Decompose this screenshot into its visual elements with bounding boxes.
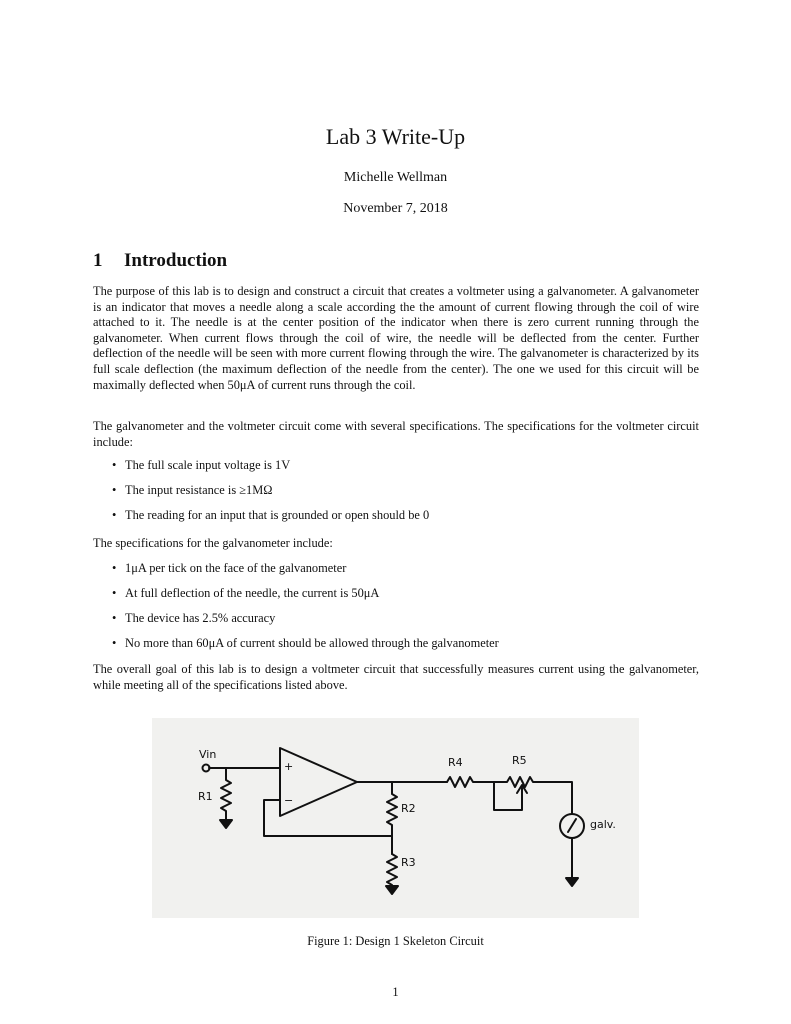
- figure-caption: Figure 1: Design 1 Skeleton Circuit: [307, 934, 484, 948]
- galvanometer-label: galv.: [590, 818, 616, 831]
- bullet-icon: •: [112, 508, 117, 522]
- r5-resistor: [494, 777, 572, 814]
- list-item: • The input resistance is ≥1MΩ: [112, 483, 273, 497]
- ground-icon: [566, 878, 578, 886]
- bullet-icon: •: [112, 561, 117, 575]
- r1-resistor: [221, 768, 231, 820]
- galvanometer-needle-icon: [568, 819, 576, 832]
- bullet-icon: •: [112, 586, 117, 600]
- paper-date: November 7, 2018: [343, 201, 448, 216]
- circuit-figure: [152, 718, 639, 918]
- bullet-icon: •: [112, 458, 117, 472]
- op-amp-minus: −: [284, 794, 294, 807]
- paragraph-goal: The overall goal of this lab is to design a voltmeter circuit that successfully measures current using the galvanometer, while meeting all of the specifications listed above.: [93, 662, 699, 692]
- list-item: • The full scale input voltage is 1V: [112, 458, 291, 472]
- bullet-icon: •: [112, 611, 117, 625]
- r3-label: R3: [401, 856, 416, 869]
- op-amp-plus: +: [284, 760, 294, 773]
- ground-icon: [220, 820, 232, 828]
- circuit-diagram: [152, 718, 639, 918]
- list-item: • The device has 2.5% accuracy: [112, 611, 276, 625]
- paper-author: Michelle Wellman: [343, 170, 448, 185]
- r2-resistor: [387, 782, 397, 854]
- r2-label: R2: [401, 802, 416, 815]
- paragraph-galvanometer-specs: The specifications for the galvanometer include:: [93, 536, 333, 550]
- list-item: • No more than 60μA of current should be allowed through the galvanometer: [112, 636, 499, 650]
- page-number: 1: [392, 985, 399, 999]
- r1-label: R1: [198, 790, 213, 803]
- paragraph-voltmeter-specs: The galvanometer and the voltmeter circuit come with several specifications. The specifications for the voltmeter circuit include:: [93, 419, 699, 449]
- section-heading: [93, 250, 227, 272]
- r3-resistor: [387, 854, 397, 886]
- r4-resistor: [447, 777, 494, 787]
- list-item: • 1μA per tick on the face of the galvanometer: [112, 561, 347, 575]
- galvanometer-spec-list: [112, 561, 692, 661]
- ground-icon: [386, 886, 398, 894]
- bullet-icon: •: [112, 483, 117, 497]
- section-title: Introduction: [124, 250, 228, 271]
- vin-label: Vin: [199, 748, 217, 761]
- paragraph-intro: The purpose of this lab is to design and construct a circuit that creates a voltmeter using a galvanometer. A galvanometer is an indicator that moves a needle along a scale according the the amount of current flowing through the coil of wire attached to it. The needle is at the center position of the indicator when there is zero current running through the galvanometer. When current flows through the coil of wire, the needle will be deflected from the center. Further deflection of the needle will be seen with more current flowing through the wire. The galvanometer is characterized by its full scale deflection (the maximum deflection of the needle from the center). The one we used for this circuit will be maximally deflected when 50μA of current runs through the coil.: [93, 284, 699, 392]
- bullet-icon: •: [112, 636, 117, 650]
- list-item: • At full deflection of the needle, the current is 50μA: [112, 586, 380, 600]
- potentiometer-wiper-wire: [494, 782, 522, 810]
- voltmeter-spec-list: [112, 458, 692, 533]
- r5-label: R5: [512, 754, 527, 767]
- paper-title: Lab 3 Write-Up: [325, 124, 466, 149]
- r4-label: R4: [448, 756, 463, 769]
- list-item: • The reading for an input that is grounded or open should be 0: [112, 508, 430, 522]
- section-number: 1: [93, 250, 103, 271]
